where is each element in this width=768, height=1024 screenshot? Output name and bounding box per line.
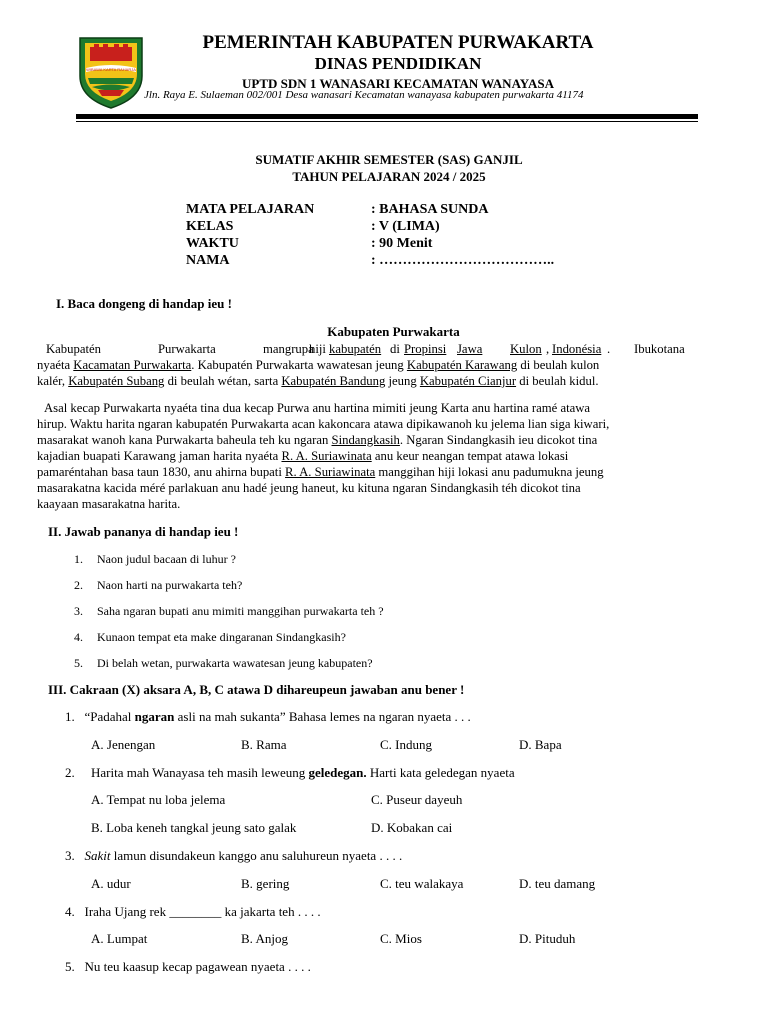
link-indonesia[interactable]: Indonésia (552, 342, 602, 356)
exam-meta (186, 201, 606, 269)
paragraph-line (37, 357, 692, 373)
option-b[interactable]: B. gering (241, 876, 290, 891)
word: pamaréntahan basa taun 1830, anu ahirna bupati (37, 465, 286, 479)
word: jeung (385, 374, 420, 388)
link-kabupaten-karawang[interactable]: Kabupatén Karawang (406, 358, 518, 372)
word: Purwakarta (158, 342, 216, 356)
question-number: 4. (65, 904, 75, 919)
question-text: lamun disundakeun kanggo anu saluhureun nyaeta . . . . (110, 848, 403, 863)
question-text: Nu teu kaasup kecap pagawean nyaeta . . . . (84, 959, 311, 974)
meta-label: MATA PELAJARAN (186, 202, 315, 217)
option-c[interactable]: C. Mios (380, 931, 422, 946)
paragraph-line (37, 464, 692, 480)
question-keyword: ngaran (134, 709, 175, 724)
option-d[interactable]: D. Kobakan cai (371, 820, 453, 835)
option-a[interactable]: A. udur (91, 876, 131, 891)
word: , (546, 342, 550, 356)
option-b[interactable]: B. Loba keneh tangkal jeung sato galak (91, 820, 297, 835)
question-text: Harti kata geledegan nyaeta (366, 765, 515, 780)
option-c[interactable]: C. Indung (380, 737, 432, 752)
link-kabupaten-cianjur[interactable]: Kabupatén Cianjur (419, 374, 517, 388)
mc-question-5 (65, 959, 311, 975)
option-b[interactable]: B. Anjog (241, 931, 288, 946)
option-c[interactable]: C. teu walakaya (380, 876, 464, 891)
paragraph-line: kaayaan masarakatna harita. (37, 497, 181, 511)
link-kulon[interactable]: Kulon (510, 342, 542, 356)
word: anu keur neangan tempat atawa lokasi (371, 449, 569, 463)
mc-question-2 (65, 765, 515, 781)
word: . Ngaran Sindangkasih ieu dicokot tina (399, 433, 598, 447)
question-keyword: Sakit (84, 848, 111, 863)
meta-value: : 90 Menit (371, 236, 433, 251)
part3-heading: III. Cakraan (X) aksara A, B, C atawa D dihareupeun jawaban anu bener ! (48, 682, 465, 697)
letterhead (150, 32, 646, 92)
letterhead-divider-thick (76, 114, 698, 119)
link-kacamatan-purwakarta[interactable]: Kacamatan Purwakarta (73, 358, 192, 372)
word: di beulah kidul. (516, 374, 599, 388)
option-d[interactable]: D. Bapa (519, 737, 562, 752)
letterhead-school: UPTD SDN 1 WANASARI KECAMATAN WANAYASA (242, 76, 554, 91)
word: kalér, (37, 374, 69, 388)
option-a[interactable]: A. Jenengan (91, 737, 156, 752)
link-kabupaten-subang[interactable]: Kabupatén Subang (68, 374, 165, 388)
question-number: 5. (65, 959, 75, 974)
question-number: 4. (74, 630, 83, 644)
word: Kabupatén (46, 342, 101, 356)
name-blank: : ……………………………….. (371, 253, 555, 268)
question-text: Kunaon tempat eta make dingaranan Sindangkasih? (97, 630, 346, 644)
meta-row-class (186, 218, 606, 235)
word: kajadian buapati Karawang jaman harita nyaéta (37, 449, 282, 463)
question-text: Naon judul bacaan di luhur ? (97, 552, 236, 566)
word: di (390, 342, 400, 356)
essay-question (74, 552, 236, 567)
meta-row-subject (186, 201, 606, 218)
paragraph-line (37, 448, 692, 464)
option-a[interactable]: A. Lumpat (91, 931, 148, 946)
link-suriawinata[interactable]: R. A. Suriawinata (281, 449, 372, 463)
essay-question (74, 630, 346, 645)
word: . (607, 342, 611, 356)
question-number: 2. (74, 578, 83, 592)
meta-value: : V (LIMA) (371, 219, 440, 234)
meta-row-name (186, 252, 606, 269)
link-propinsi[interactable]: Propinsi (404, 342, 447, 356)
question-text: Harita mah Wanayasa teh masih leweung (91, 765, 309, 780)
word: di beulah wétan, sarta (164, 374, 282, 388)
paragraph-line (37, 341, 692, 357)
meta-label: NAMA (186, 253, 230, 268)
part2-heading: II. Jawab pananya di handap ieu ! (48, 524, 239, 539)
essay-question (74, 578, 242, 593)
question-text: Naon harti na purwakarta teh? (97, 578, 243, 592)
question-number: 3. (74, 604, 83, 618)
essay-question (74, 604, 384, 619)
meta-value: : BAHASA SUNDA (371, 202, 489, 217)
question-text: asli na mah sukanta” Bahasa lemes na ngaran nyaeta . . . (174, 709, 471, 724)
letterhead-address: Jln. Raya E. Sulaeman 002/001 Desa wanasari Kecamatan wanayasa kabupaten purwakarta 41174 (144, 89, 584, 101)
question-number: 1. (74, 552, 83, 566)
passage-paragraph-2 (37, 400, 692, 512)
exam-title (0, 151, 768, 185)
word: mangrupa (263, 342, 314, 356)
option-b[interactable]: B. Rama (241, 737, 287, 752)
exam-title-line2: TAHUN PELAJARAN 2024 / 2025 (292, 169, 486, 184)
letterhead-government: PEMERINTAH KABUPATEN PURWAKARTA (202, 32, 594, 53)
purwakarta-logo (76, 32, 146, 110)
question-number: 2. (65, 765, 75, 780)
question-number: 5. (74, 656, 83, 670)
word: Ibukotana (634, 342, 685, 356)
word: . Kabupatén Purwakarta wawatesan jeung (191, 358, 407, 372)
letterhead-divider-thin (76, 121, 698, 122)
mc-question-1 (65, 709, 471, 725)
meta-label: KELAS (186, 219, 234, 234)
question-text: Iraha Ujang rek ________ ka jakarta teh . . . . (84, 904, 321, 919)
mc-question-3 (65, 848, 402, 864)
option-a[interactable]: A. Tempat nu loba jelema (91, 792, 226, 807)
question-number: 1. (65, 709, 75, 724)
option-d[interactable]: D. teu damang (519, 876, 596, 891)
mc-question-4 (65, 904, 321, 920)
link-kabupaten-bandung[interactable]: Kabupatén Bandung (281, 374, 386, 388)
part1-heading: I. Baca dongeng di handap ieu ! (56, 296, 232, 311)
passage-paragraph-1 (37, 341, 692, 389)
meta-label: WAKTU (186, 236, 239, 251)
question-keyword: geledegan. (308, 765, 367, 780)
question-text: Di belah wetan, purwakarta wawatesan jeung kabupaten? (97, 656, 373, 670)
logo-motto: WIBAWA KARTA RAHARJA (86, 67, 136, 72)
paragraph-line: Asal kecap Purwakarta nyaéta tina dua kecap Purwa anu hartina mimiti jeung Karta anu hartina ramé atawa (44, 401, 591, 415)
paragraph-line (37, 432, 692, 448)
question-text: “Padahal (84, 709, 135, 724)
link-jawa[interactable]: Jawa (457, 342, 483, 356)
question-text: Saha ngaran bupati anu mimiti manggihan purwakarta teh ? (97, 604, 384, 618)
essay-question (74, 656, 373, 671)
paragraph-line: hirup. Waktu harita ngaran kabupatén Purwakarta acan kakoncara atawa dipikawanoh ku jelema lian siga kiwari, (37, 417, 610, 431)
option-d[interactable]: D. Pituduh (519, 931, 576, 946)
letterhead-agency: DINAS PENDIDIKAN (314, 54, 482, 73)
option-c[interactable]: C. Puseur dayeuh (371, 792, 463, 807)
meta-row-time (186, 235, 606, 252)
link-kabupaten[interactable]: kabupatén (329, 342, 382, 356)
word: manggihan hiji lokasi anu padumukna jeung (375, 465, 604, 479)
word: masarakat wanoh kana Purwakarta baheula teh ku ngaran (37, 433, 332, 447)
exam-title-line1: SUMATIF AKHIR SEMESTER (SAS) GANJIL (255, 152, 523, 167)
question-number: 3. (65, 848, 75, 863)
link-suriawinata[interactable]: R. A. Suriawinata (285, 465, 376, 479)
word: hiji (309, 342, 326, 356)
word: di beulah kulon (517, 358, 600, 372)
paragraph-line (37, 373, 692, 389)
word: nyaéta (37, 358, 74, 372)
passage-title: Kabupaten Purwakarta (327, 324, 460, 339)
paragraph-line: masarakatna kacida méré parlakuan anu hadé jeung haneut, ku kituna ngaran Sindangkasih téh dicokot tina (37, 481, 581, 495)
link-sindangkasih[interactable]: Sindangkasih (331, 433, 400, 447)
